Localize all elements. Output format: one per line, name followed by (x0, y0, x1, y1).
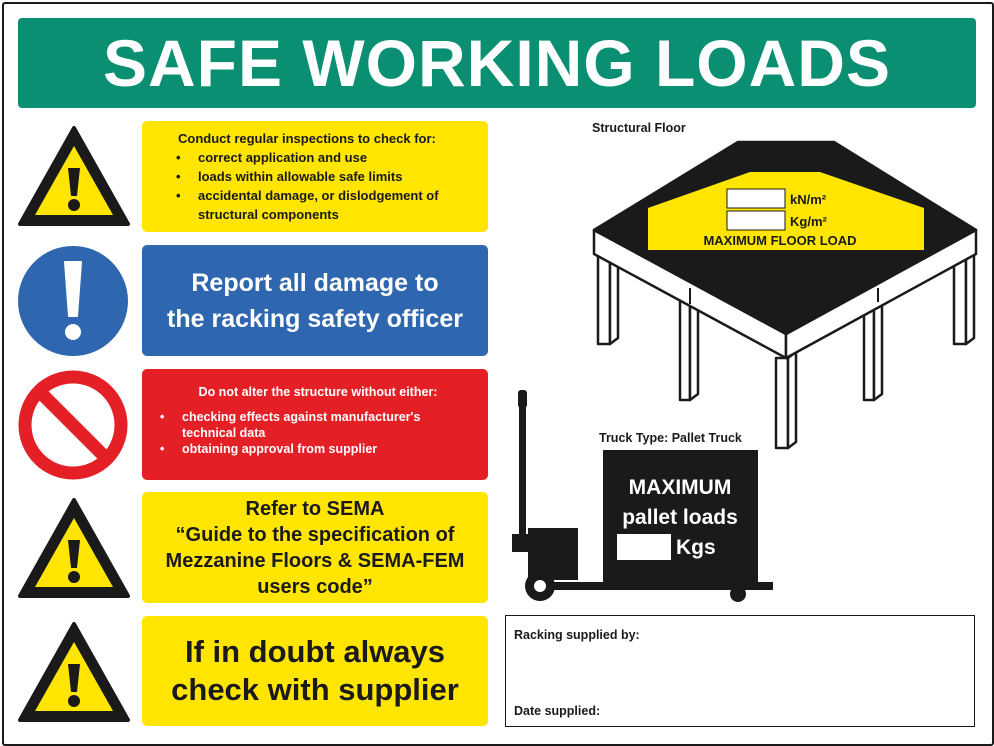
list-item: • accidental damage, or dislodgement of (198, 186, 480, 205)
structural-floor-label: Structural Floor (592, 121, 686, 135)
warning-triangle-icon (16, 620, 132, 724)
doubt-line-1: If in doubt always (184, 634, 446, 669)
report-line-1: Report all damage to (191, 268, 439, 297)
exclamation-mandatory-icon (16, 244, 130, 358)
floor-unit-kg: Kg/m² (790, 214, 827, 229)
prohibition-list (158, 409, 478, 457)
prohibition-heading: Do not alter the structure without either: (198, 385, 438, 399)
list-item: • checking effects against manufacturer's (182, 409, 478, 425)
warning-triangle-icon (16, 496, 132, 600)
supplier-info-box (505, 615, 975, 727)
report-damage-panel (142, 245, 488, 356)
list-item: structural components (198, 207, 339, 222)
pallet-truck-illustration (508, 388, 783, 610)
list-item-continuation: technical data (182, 426, 266, 440)
sema-line-2: “Guide to the specification of (175, 523, 455, 546)
warning-triangle-icon (16, 124, 132, 228)
truck-unit-kgs: Kgs (676, 536, 716, 559)
truck-type-label: Truck Type: Pallet Truck (599, 431, 742, 445)
truck-pallet-loads-text: pallet loads (622, 506, 738, 529)
max-floor-load-caption: MAXIMUM FLOOR LOAD (703, 233, 857, 248)
floor-unit-kn: kN/m² (790, 192, 827, 207)
list-item: • obtaining approval from supplier (182, 441, 478, 457)
sema-panel (142, 492, 488, 603)
list-item: • loads within allowable safe limits (198, 167, 480, 186)
list-item: • correct application and use (198, 148, 480, 167)
sign-title: SAFE WORKING LOADS (18, 18, 976, 108)
inspection-heading: Conduct regular inspections to check for: (178, 131, 436, 146)
inspection-list (174, 148, 480, 224)
prohibition-panel (142, 369, 488, 480)
truck-load-value-box[interactable] (617, 534, 671, 560)
date-supplied-label: Date supplied: (514, 704, 601, 718)
sema-line-4: users code” (257, 575, 373, 598)
doubt-panel (142, 616, 488, 726)
report-line-2: the racking safety officer (167, 304, 463, 333)
racking-supplied-label: Racking supplied by: (514, 628, 640, 642)
inspection-panel (142, 121, 488, 232)
truck-maximum-text: MAXIMUM (628, 476, 732, 499)
prohibition-icon (16, 368, 130, 482)
doubt-line-2: check with supplier (171, 672, 459, 707)
sema-line-1: Refer to SEMA (245, 497, 385, 520)
sema-line-3: Mezzanine Floors & SEMA-FEM (165, 549, 465, 572)
